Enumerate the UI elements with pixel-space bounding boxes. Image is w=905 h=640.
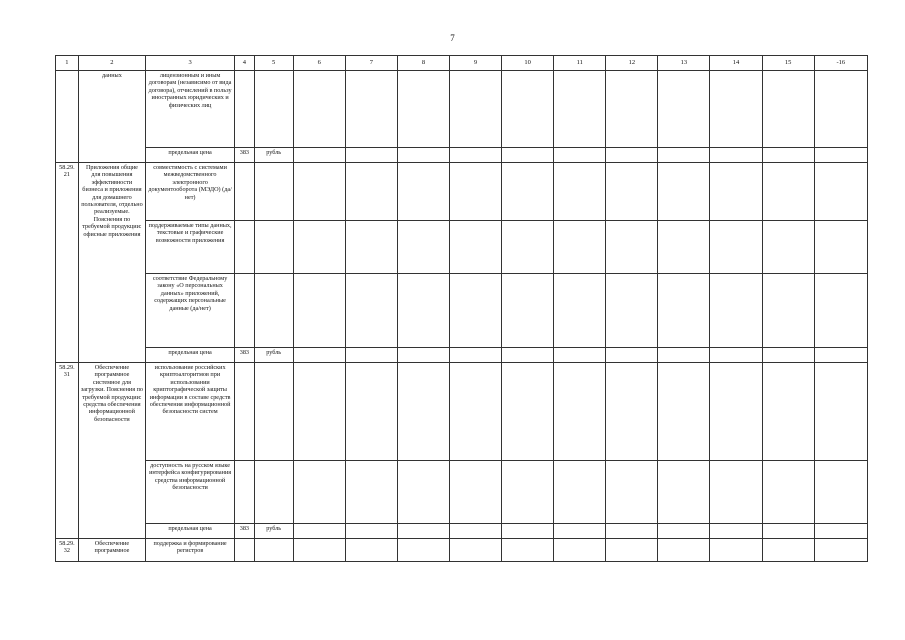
table-row (56, 221, 868, 274)
empty-cell (606, 539, 658, 562)
unit-name-cell (254, 363, 293, 461)
empty-cell (658, 71, 710, 148)
unit-name-cell (254, 539, 293, 562)
empty-cell (554, 524, 606, 539)
empty-cell (814, 539, 867, 562)
product-name-cell: Обеспечение программное (78, 539, 145, 562)
empty-cell (397, 348, 449, 363)
empty-cell (814, 363, 867, 461)
empty-cell (397, 274, 449, 348)
empty-cell (554, 148, 606, 163)
empty-cell (502, 274, 554, 348)
empty-cell (710, 71, 762, 148)
product-name-cell: Обеспечение программное системное для загрузки. Пояснения по требуемой продукции: средства обеспечения информационной безопасности (78, 363, 145, 539)
empty-cell (502, 71, 554, 148)
property-cell: предельная цена (146, 348, 235, 363)
unit-name-cell: рубль (254, 148, 293, 163)
empty-cell (502, 148, 554, 163)
okpd-code-cell (56, 71, 79, 163)
empty-cell (502, 221, 554, 274)
empty-cell (449, 163, 501, 221)
empty-cell (762, 348, 814, 363)
column-header: 7 (345, 56, 397, 71)
product-name-cell: данных (78, 71, 145, 163)
column-header: 14 (710, 56, 762, 71)
empty-cell (814, 148, 867, 163)
unit-code-cell (235, 71, 255, 148)
column-header: -16 (814, 56, 867, 71)
column-header: 3 (146, 56, 235, 71)
empty-cell (762, 221, 814, 274)
empty-cell (293, 524, 345, 539)
property-cell: лицензионным и иным договорам (независимо от вида договора), отчислений в пользу иностранных юридических и физических лиц (146, 71, 235, 148)
empty-cell (293, 274, 345, 348)
empty-cell (345, 461, 397, 524)
empty-cell (710, 524, 762, 539)
property-cell: поддержка и формирование регистров (146, 539, 235, 562)
empty-cell (606, 221, 658, 274)
empty-cell (449, 524, 501, 539)
empty-cell (345, 539, 397, 562)
empty-cell (397, 524, 449, 539)
property-cell: соответствие Федеральному закону «О персональных данных» приложений, содержащих персональные данные (да/нет) (146, 274, 235, 348)
okpd-code-cell: 58.29. 21 (56, 163, 79, 363)
empty-cell (293, 71, 345, 148)
empty-cell (449, 148, 501, 163)
empty-cell (502, 539, 554, 562)
okpd-code-cell: 58.29. 31 (56, 363, 79, 539)
column-header: 13 (658, 56, 710, 71)
property-cell: поддерживаемые типы данных, текстовые и графические возможности приложения (146, 221, 235, 274)
empty-cell (293, 461, 345, 524)
empty-cell (814, 274, 867, 348)
empty-cell (762, 461, 814, 524)
empty-cell (658, 274, 710, 348)
column-header: 9 (449, 56, 501, 71)
column-header: 5 (254, 56, 293, 71)
empty-cell (710, 348, 762, 363)
empty-cell (293, 539, 345, 562)
empty-cell (762, 363, 814, 461)
empty-cell (502, 461, 554, 524)
empty-cell (710, 539, 762, 562)
unit-name-cell (254, 461, 293, 524)
empty-cell (554, 221, 606, 274)
column-header: 12 (606, 56, 658, 71)
empty-cell (397, 461, 449, 524)
column-header: 10 (502, 56, 554, 71)
empty-cell (710, 461, 762, 524)
empty-cell (814, 348, 867, 363)
empty-cell (345, 71, 397, 148)
empty-cell (345, 163, 397, 221)
unit-name-cell (254, 163, 293, 221)
empty-cell (502, 524, 554, 539)
empty-cell (449, 221, 501, 274)
table-body (56, 71, 868, 562)
empty-cell (606, 348, 658, 363)
empty-cell (658, 461, 710, 524)
empty-cell (658, 163, 710, 221)
page-number: 7 (450, 33, 455, 43)
empty-cell (606, 148, 658, 163)
empty-cell (449, 71, 501, 148)
empty-cell (606, 524, 658, 539)
column-header: 2 (78, 56, 145, 71)
empty-cell (397, 148, 449, 163)
empty-cell (606, 71, 658, 148)
empty-cell (345, 274, 397, 348)
okpd-code-cell: 58.29. 32 (56, 539, 79, 562)
empty-cell (449, 461, 501, 524)
empty-cell (293, 348, 345, 363)
empty-cell (397, 71, 449, 148)
unit-code-cell: 383 (235, 348, 255, 363)
unit-name-cell (254, 71, 293, 148)
table-row (56, 539, 868, 562)
table-row (56, 274, 868, 348)
empty-cell (449, 348, 501, 363)
empty-cell (814, 461, 867, 524)
empty-cell (502, 363, 554, 461)
product-name-cell: Приложения общие для повышения эффективности бизнеса и приложения для домашнего пользователя, отдельно реализуемые. Пояснения по требуемой продукции: офисные приложения (78, 163, 145, 363)
table-row (56, 363, 868, 461)
empty-cell (293, 221, 345, 274)
empty-cell (554, 363, 606, 461)
column-header: 8 (397, 56, 449, 71)
empty-cell (345, 363, 397, 461)
empty-cell (710, 221, 762, 274)
header-row (56, 56, 868, 71)
property-cell: использование российских криптоалгоритмов при использовании криптографической защиты информации в составе средств обеспечения информационной безопасности систем (146, 363, 235, 461)
column-header: 4 (235, 56, 255, 71)
empty-cell (554, 461, 606, 524)
empty-cell (762, 71, 814, 148)
unit-code-cell (235, 539, 255, 562)
unit-code-cell (235, 221, 255, 274)
empty-cell (762, 524, 814, 539)
empty-cell (397, 539, 449, 562)
empty-cell (554, 71, 606, 148)
empty-cell (293, 163, 345, 221)
empty-cell (606, 274, 658, 348)
empty-cell (606, 363, 658, 461)
column-header: 6 (293, 56, 345, 71)
empty-cell (814, 71, 867, 148)
empty-cell (502, 163, 554, 221)
unit-name-cell (254, 274, 293, 348)
property-cell: предельная цена (146, 524, 235, 539)
empty-cell (762, 274, 814, 348)
empty-cell (606, 163, 658, 221)
empty-cell (606, 461, 658, 524)
empty-cell (710, 163, 762, 221)
empty-cell (345, 524, 397, 539)
unit-name-cell (254, 221, 293, 274)
empty-cell (554, 348, 606, 363)
unit-code-cell: 383 (235, 148, 255, 163)
empty-cell (345, 348, 397, 363)
unit-name-cell: рубль (254, 348, 293, 363)
unit-code-cell (235, 363, 255, 461)
empty-cell (658, 148, 710, 163)
empty-cell (658, 524, 710, 539)
empty-cell (502, 348, 554, 363)
empty-cell (658, 539, 710, 562)
table-row (56, 461, 868, 524)
empty-cell (762, 148, 814, 163)
empty-cell (814, 163, 867, 221)
column-header: 15 (762, 56, 814, 71)
empty-cell (293, 363, 345, 461)
empty-cell (554, 274, 606, 348)
column-header: 11 (554, 56, 606, 71)
empty-cell (397, 363, 449, 461)
table-row (56, 348, 868, 363)
empty-cell (345, 148, 397, 163)
empty-cell (397, 221, 449, 274)
empty-cell (449, 539, 501, 562)
table-row (56, 148, 868, 163)
property-cell: доступность на русском языке интерфейса конфигурирования средства информационной безопасности (146, 461, 235, 524)
empty-cell (449, 363, 501, 461)
empty-cell (449, 274, 501, 348)
empty-cell (710, 148, 762, 163)
property-cell: совместимость с системами межведомственного электронного документооборота (МЭДО) (да/нет) (146, 163, 235, 221)
empty-cell (397, 163, 449, 221)
empty-cell (762, 539, 814, 562)
empty-cell (658, 348, 710, 363)
unit-code-cell (235, 163, 255, 221)
empty-cell (710, 363, 762, 461)
table-row (56, 524, 868, 539)
empty-cell (658, 363, 710, 461)
column-header: 1 (56, 56, 79, 71)
empty-cell (554, 539, 606, 562)
empty-cell (554, 163, 606, 221)
empty-cell (293, 148, 345, 163)
unit-name-cell: рубль (254, 524, 293, 539)
property-cell: предельная цена (146, 148, 235, 163)
data-table (55, 55, 868, 562)
empty-cell (814, 524, 867, 539)
empty-cell (345, 221, 397, 274)
empty-cell (658, 221, 710, 274)
empty-cell (762, 163, 814, 221)
table-row (56, 163, 868, 221)
empty-cell (814, 221, 867, 274)
unit-code-cell (235, 461, 255, 524)
table-row (56, 71, 868, 148)
unit-code-cell: 383 (235, 524, 255, 539)
empty-cell (710, 274, 762, 348)
unit-code-cell (235, 274, 255, 348)
